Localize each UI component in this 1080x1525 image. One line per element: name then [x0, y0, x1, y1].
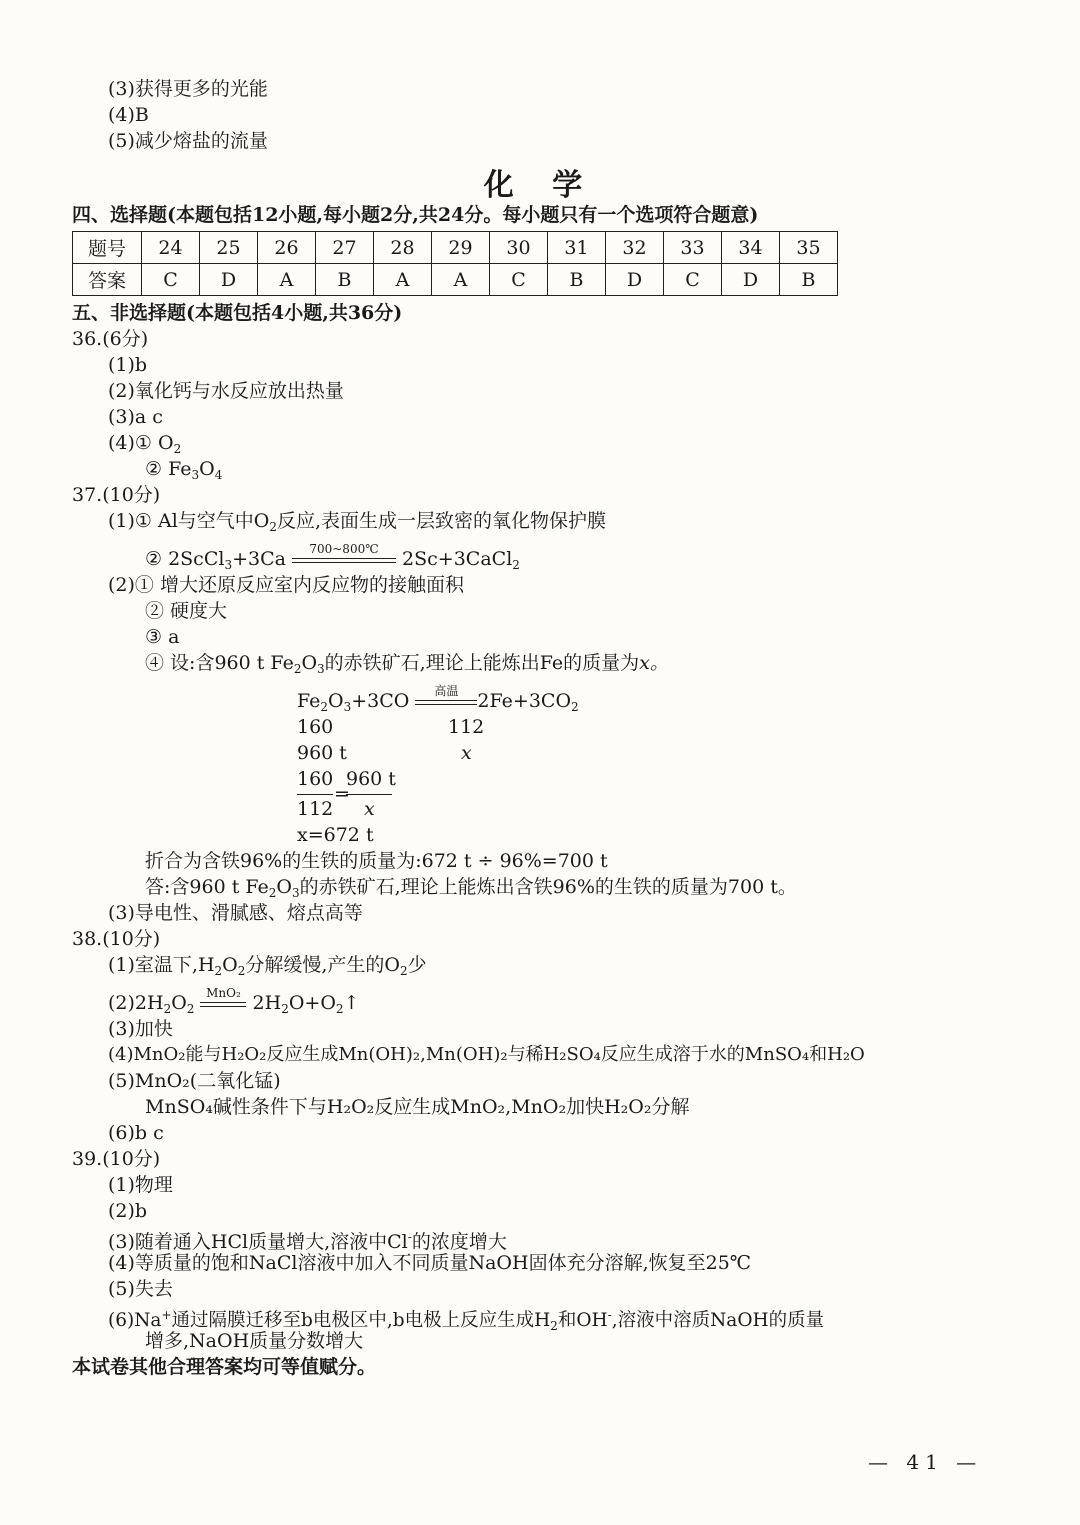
bio-answer-5: (5)减少熔盐的流量: [108, 130, 268, 152]
fraction-left-top: 160: [297, 768, 334, 790]
q38-answer-5: (5)MnO₂(二氧化锰): [108, 1070, 281, 1092]
q39-answer-4: (4)等质量的饱和NaCl溶液中加入不同质量NaOH固体充分溶解,恢复至25℃: [108, 1252, 752, 1274]
section-4-heading: 四、选择题(本题包括12小题,每小题2分,共24分。每小题只有一个选项符合题意): [72, 204, 759, 226]
fraction-bar-right: [346, 794, 392, 795]
fraction-equals: =: [334, 783, 350, 805]
q39-answer-6-cont: 增多,NaOH质量分数增大: [145, 1330, 364, 1352]
mass-112: 112: [448, 716, 485, 738]
table-header-answer: 答案: [73, 264, 142, 296]
q37-answer-2-1: (2)① 增大还原反应室内反应物的接触面积: [108, 574, 464, 596]
table-cell: B: [548, 264, 606, 296]
page-number: — 41 —: [868, 1450, 983, 1474]
table-cell: 28: [374, 232, 432, 264]
q38-answer-2: $(2)2H_2O_2$ MnO₂ $2H_2O+O_2↑$: [108, 986, 360, 1016]
table-cell: C: [142, 264, 200, 296]
q37-heading: 37.(10分): [72, 484, 161, 506]
q37-conversion: 折合为含铁96%的生铁的质量为:672 t ÷ 96%=700 t: [145, 850, 608, 872]
q37-answer-2-3: ③ a: [145, 626, 180, 648]
q38-answer-4: (4)MnO₂能与H₂O₂反应生成Mn(OH)₂,Mn(OH)₂与稀H₂SO₄反应生成溶于水的MnSO₄和H₂O: [108, 1044, 865, 1065]
q39-answer-5: (5)失去: [108, 1278, 173, 1300]
q37-answer-3: (3)导电性、滑腻感、熔点高等: [108, 902, 363, 924]
q36-answer-1: (1)b: [108, 354, 148, 376]
q39-answer-2: (2)b: [108, 1200, 148, 1222]
fraction-right-bottom: x: [364, 798, 375, 820]
table-header-number: 题号: [73, 232, 142, 264]
q36-answer-2: (2)氧化钙与水反应放出热量: [108, 380, 344, 402]
table-cell: 25: [200, 232, 258, 264]
table-cell: 33: [664, 232, 722, 264]
q38-answer-5-detail: MnSO₄碱性条件下与H₂O₂反应生成MnO₂,MnO₂加快H₂O₂分解: [145, 1096, 690, 1118]
bio-answer-3: (3)获得更多的光能: [108, 78, 268, 100]
q36-answer-4-2: ② $Fe_3O_4$: [145, 458, 223, 482]
q39-heading: 39.(10分): [72, 1148, 161, 1170]
footer-note: 本试卷其他合理答案均可等值赋分。: [72, 1356, 377, 1378]
section-5-heading: 五、非选择题(本题包括4小题,共36分): [72, 302, 403, 324]
fraction-right-top: 960 t: [346, 768, 396, 790]
section-title: 化 学: [483, 168, 597, 203]
mass-960: 960 t: [297, 742, 347, 764]
q37-answer-2-2: ② 硬度大: [145, 600, 228, 622]
table-cell: C: [490, 264, 548, 296]
q38-answer-3: (3)加快: [108, 1018, 173, 1040]
bio-answer-4: (4)B: [108, 104, 149, 126]
table-cell: A: [374, 264, 432, 296]
table-cell: 35: [780, 232, 838, 264]
q36-answer-4-1: (4)① $O_2$: [108, 432, 182, 456]
table-row-answers: [73, 264, 838, 296]
table-cell: 26: [258, 232, 316, 264]
table-cell: 24: [142, 232, 200, 264]
reaction-condition-arrow: 高温: [415, 692, 477, 712]
mass-x: x: [461, 742, 472, 764]
q38-answer-6: (6)b c: [108, 1122, 164, 1144]
table-cell: D: [200, 264, 258, 296]
table-cell: 27: [316, 232, 374, 264]
table-cell: 32: [606, 232, 664, 264]
table-cell: 30: [490, 232, 548, 264]
fraction-bar-left: [297, 794, 333, 795]
table-cell: B: [780, 264, 838, 296]
reaction-condition-arrow: 700~800℃: [292, 550, 396, 570]
q37-answer-2-4: ④ 设:含960 t $Fe_2O_3$的赤铁矿石,理论上能炼出Fe的质量为x。: [145, 652, 669, 676]
q39-answer-3: (3)随着通入HCl质量增大,溶液中Cl-的浓度增大: [108, 1230, 507, 1253]
mass-160: 160: [297, 716, 334, 738]
answer-table: [72, 231, 838, 296]
q39-answer-1: (1)物理: [108, 1174, 173, 1196]
table-row-numbers: [73, 232, 838, 264]
table-cell: B: [316, 264, 374, 296]
table-cell: 29: [432, 232, 490, 264]
q38-answer-1: (1)室温下$,H_2O_2$分解缓慢,产生的$O_2$少: [108, 954, 427, 978]
q37-final-answer: 答:含960 t $Fe_2O_3$的赤铁矿石,理论上能炼出含铁96%的生铁的质量为700 t。: [145, 876, 797, 900]
q37-answer-1-2: ② 2ScCl$_3$+3Ca 700~800℃ 2Sc+3CaCl$_2$: [145, 542, 520, 572]
table-cell: 34: [722, 232, 780, 264]
q36-heading: 36.(6分): [72, 328, 149, 350]
equation-iron: $Fe_2O_3+3CO$ 高温 $2Fe+3CO_2$: [297, 684, 579, 714]
result-x: x=672 t: [297, 824, 374, 846]
table-cell: 31: [548, 232, 606, 264]
table-cell: A: [258, 264, 316, 296]
q37-answer-1-1: (1)① Al与空气中$O_2$反应,表面生成一层致密的氧化物保护膜: [108, 510, 607, 534]
table-cell: D: [722, 264, 780, 296]
table-cell: C: [664, 264, 722, 296]
q36-answer-3: (3)a c: [108, 406, 163, 428]
q39-answer-6: (6)Na+通过隔膜迁移至b电极区中,b电极上反应生成$H_2$和OH-,溶液中溶质NaOH的质量: [108, 1308, 825, 1333]
table-cell: A: [432, 264, 490, 296]
q38-heading: 38.(10分): [72, 928, 161, 950]
reaction-condition-arrow: MnO₂: [200, 994, 246, 1014]
fraction-left-bottom: 112: [297, 798, 334, 820]
table-cell: D: [606, 264, 664, 296]
